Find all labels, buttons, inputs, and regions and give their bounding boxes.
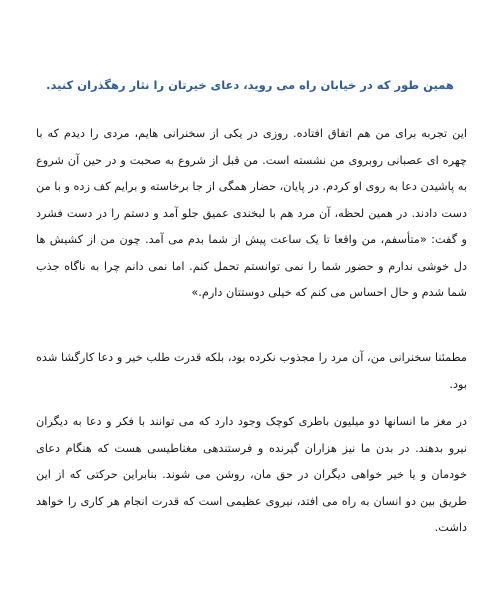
- paragraph-1: این تجربه برای من هم اتفاق افتاده. روزی در یکی از سخنرانی هایم، مردی را دیدم که با چهره ای عصبانی روبروی من نشسته است. من قبل از شروع به صحبت و در حین آن شروع به پاشیدن دعا به روی او کردم. در پایان، حضار همگی از جا برخاسته و برایم کف زده و با من دست دادند. در همین لحظه، آن مرد هم با لبخندی عمیق جلو آمد و دستم را در دست فشرد و گفت: «متأسفم، من واقعا تا یک ساعت پیش از شما بدم می آمد. چون من از کشیش ها دل خوشی ندارم و حضور شما را نمی توانستم تحمل کنم. اما نمی دانم چرا به ناگاه جذب شما شدم و حال احساس می کنم که خیلی دوستتان دارم.»: [36, 127, 467, 300]
- document-heading: همین طور که در خیابان راه می روید، دعای خیرتان را نثار رهگذران کنید.: [46, 78, 454, 92]
- paragraph-2: مطمئنا سخنرانی من، آن مرد را مجذوب نکرده بود، بلکه قدرت طلب خیر و دعا کارگشا شده بود.: [36, 351, 467, 391]
- paragraph-3: در مغز ما انسانها دو میلیون باطری کوچک وجود دارد که می توانند با فکر و دعا به دیگران نیرو بدهند. در بدن ما نیز هزاران گیرنده و فرستندهی مغناطیسی هست که هنگام دعای خودمان و یا خیر خواهی دیگران در حق مان، روشن می شوند. بنابراین حرکتی که از این طریق بین دو انسان به راه می افتد، نیروی عظیمی است که قدرت انجام هر کاری را خواهد داشت.: [36, 415, 467, 535]
